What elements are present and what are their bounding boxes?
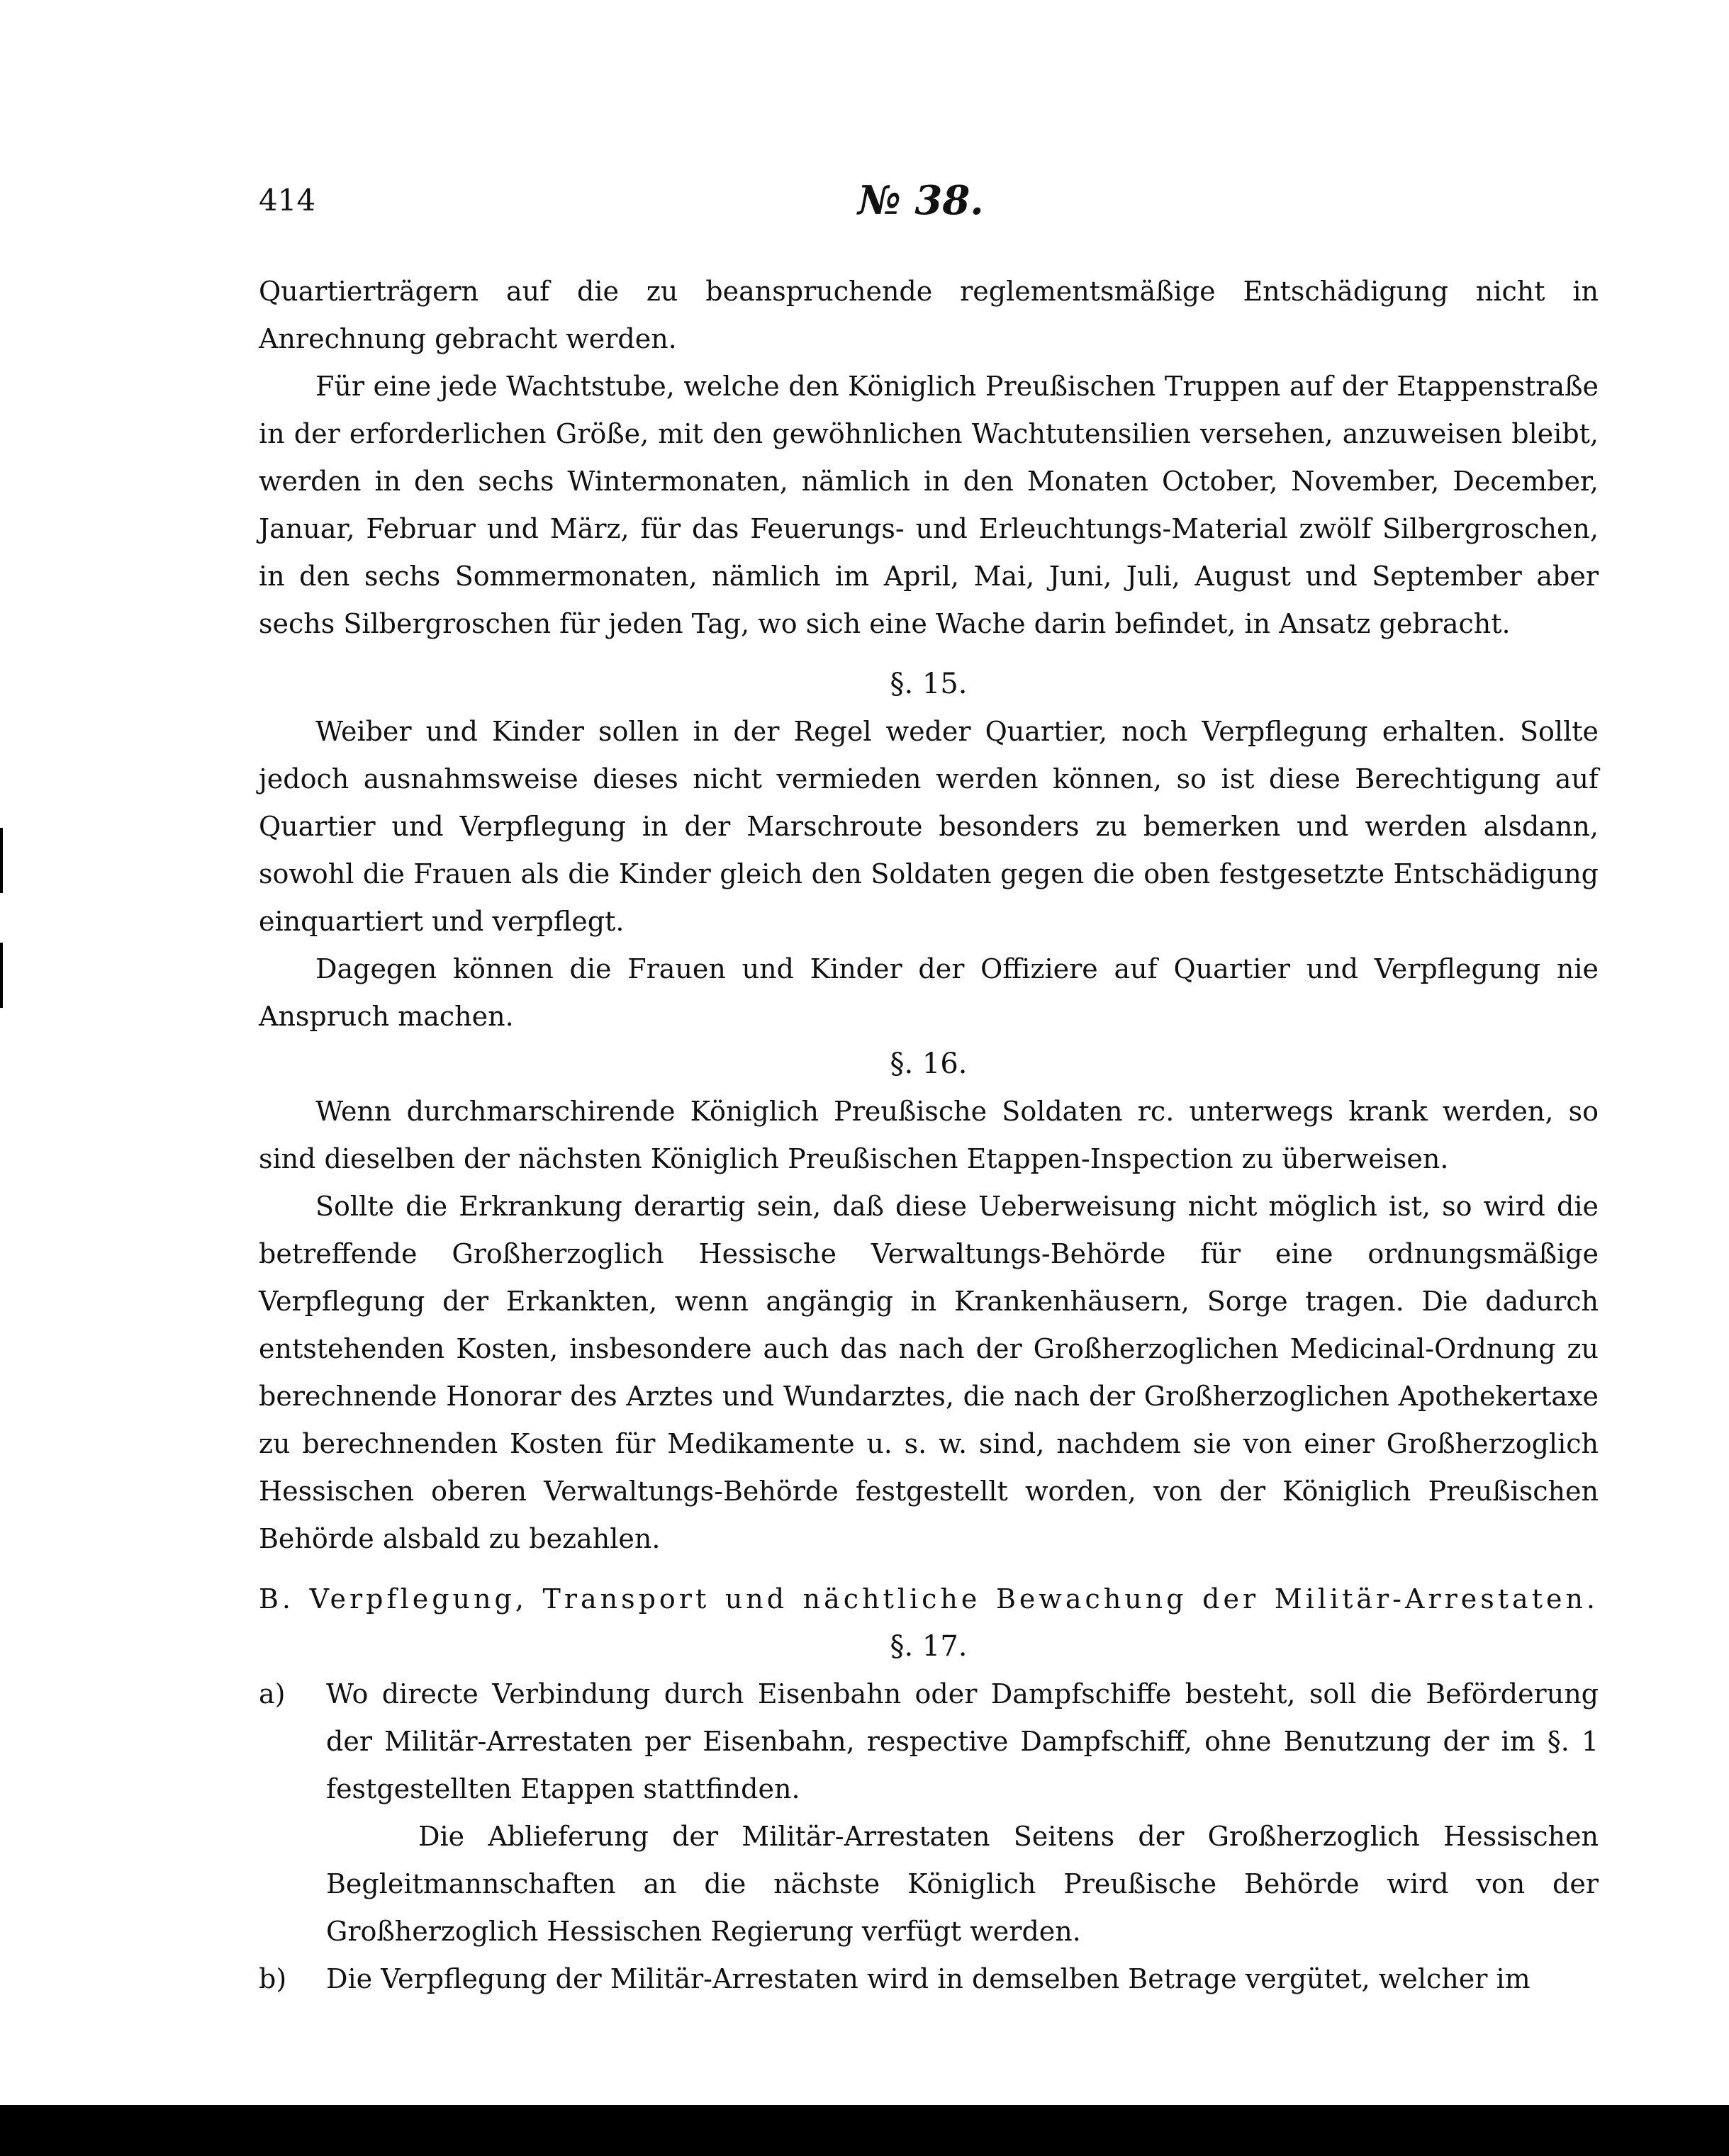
- paragraph: Sollte die Erkrankung derartig sein, daß diese Ueberweisung nicht möglich ist, so wird die betreffende Großherzoglich Hessische Verwaltungs-Behörde für eine ordnungsmäßige Verpflegung der Erkankten, wenn angängig in Krankenhäusern, Sorge tragen. Die dadurch entstehenden Kosten, insbesondere auch das nach der Großherzoglichen Medicinal-Ordnung zu berechnende Honorar des Arztes und Wundarztes, die nach der Großherzoglichen Apothekertaxe zu berechnenden Kosten für Medikamente u. s. w. sind, nachdem sie von einer Großherzoglich Hessischen oberen Verwaltungs-Behörde festgestellt worden, von der Königlich Preußischen Behörde alsbald zu bezahlen.: [259, 1191, 1599, 1554]
- section-heading: §. 15.: [890, 668, 968, 700]
- margin-mark: [0, 828, 3, 893]
- section-heading: §. 16.: [890, 1048, 968, 1080]
- section-heading: §. 17.: [890, 1630, 968, 1663]
- item-label: b): [259, 1963, 287, 1994]
- paragraph: Wo directe Verbindung durch Eisenbahn oder Dampfschiffe besteht, soll die Beförderung der Militär-Arrestaten per Eisenbahn, respective Dampfschiff, ohne Benutzung der im §. 1 festgestellten Etappen stattfinden.: [326, 1678, 1599, 1804]
- list-item: [259, 1671, 1599, 1955]
- paragraph: Dagegen können die Frauen und Kinder der Offiziere auf Quartier und Verpflegung nie Anspruch machen.: [259, 953, 1599, 1032]
- paragraph: Weiber und Kinder sollen in der Regel weder Quartier, noch Verpflegung erhalten. Sollte jedoch ausnahmsweise dieses nicht vermieden werden können, so ist diese Berechtigung auf Quartier und Verpflegung in der Marschroute besonders zu bemerken und werden alsdann, sowohl die Frauen als die Kinder gleich den Soldaten gegen die oben festgesetzte Entschädigung einquartiert und verpflegt.: [259, 716, 1599, 937]
- page-header: [259, 177, 1599, 234]
- paragraph: Die Ablieferung der Militär-Arrestaten Seitens der Großherzoglich Hessischen Begleitmannschaften an die nächste Königlich Preußische Behörde wird von der Großherzoglich Hessischen Regierung verfügt werden.: [326, 1821, 1599, 1947]
- body-text: [259, 268, 1599, 2003]
- paragraph: Wenn durchmarschirende Königlich Preußische Soldaten rc. unterwegs krank werden, so sind dieselben der nächsten Königlich Preußischen Etappen-Inspection zu überweisen.: [259, 1096, 1599, 1174]
- scan-border: [0, 2105, 1729, 2156]
- paragraph: Quartierträgern auf die zu beanspruchende reglementsmäßige Entschädigung nicht in Anrechnung gebracht werden.: [259, 276, 1599, 354]
- paragraph: Die Verpflegung der Militär-Arrestaten wird in demselben Betrage vergütet, welcher im: [326, 1963, 1531, 1994]
- paragraph: Für eine jede Wachtstube, welche den Königlich Preußischen Truppen auf der Etappenstraße in der erforderlichen Größe, mit den gewöhnlichen Wachtutensilien versehen, anzuweisen bleibt, werden in den sechs Wintermonaten, nämlich in den Monaten October, November, December, Januar, Februar und März, für das Feuerungs- und Erleuchtungs-Material zwölf Silbergroschen, in den sechs Sommermonaten, nämlich im April, Mai, Juni, Juli, August und September aber sechs Silbergroschen für jeden Tag, wo sich eine Wache darin befindet, in Ansatz gebracht.: [259, 371, 1599, 639]
- page-number: 414: [259, 183, 316, 218]
- item-label: a): [259, 1678, 286, 1709]
- margin-mark: [0, 943, 3, 1008]
- subsection-heading: B. Verpflegung, Transport und nächtliche Bewachung der Militär-Arrestaten.: [259, 1583, 1599, 1615]
- issue-number: № 38.: [858, 177, 984, 224]
- list-item: [259, 1955, 1599, 2003]
